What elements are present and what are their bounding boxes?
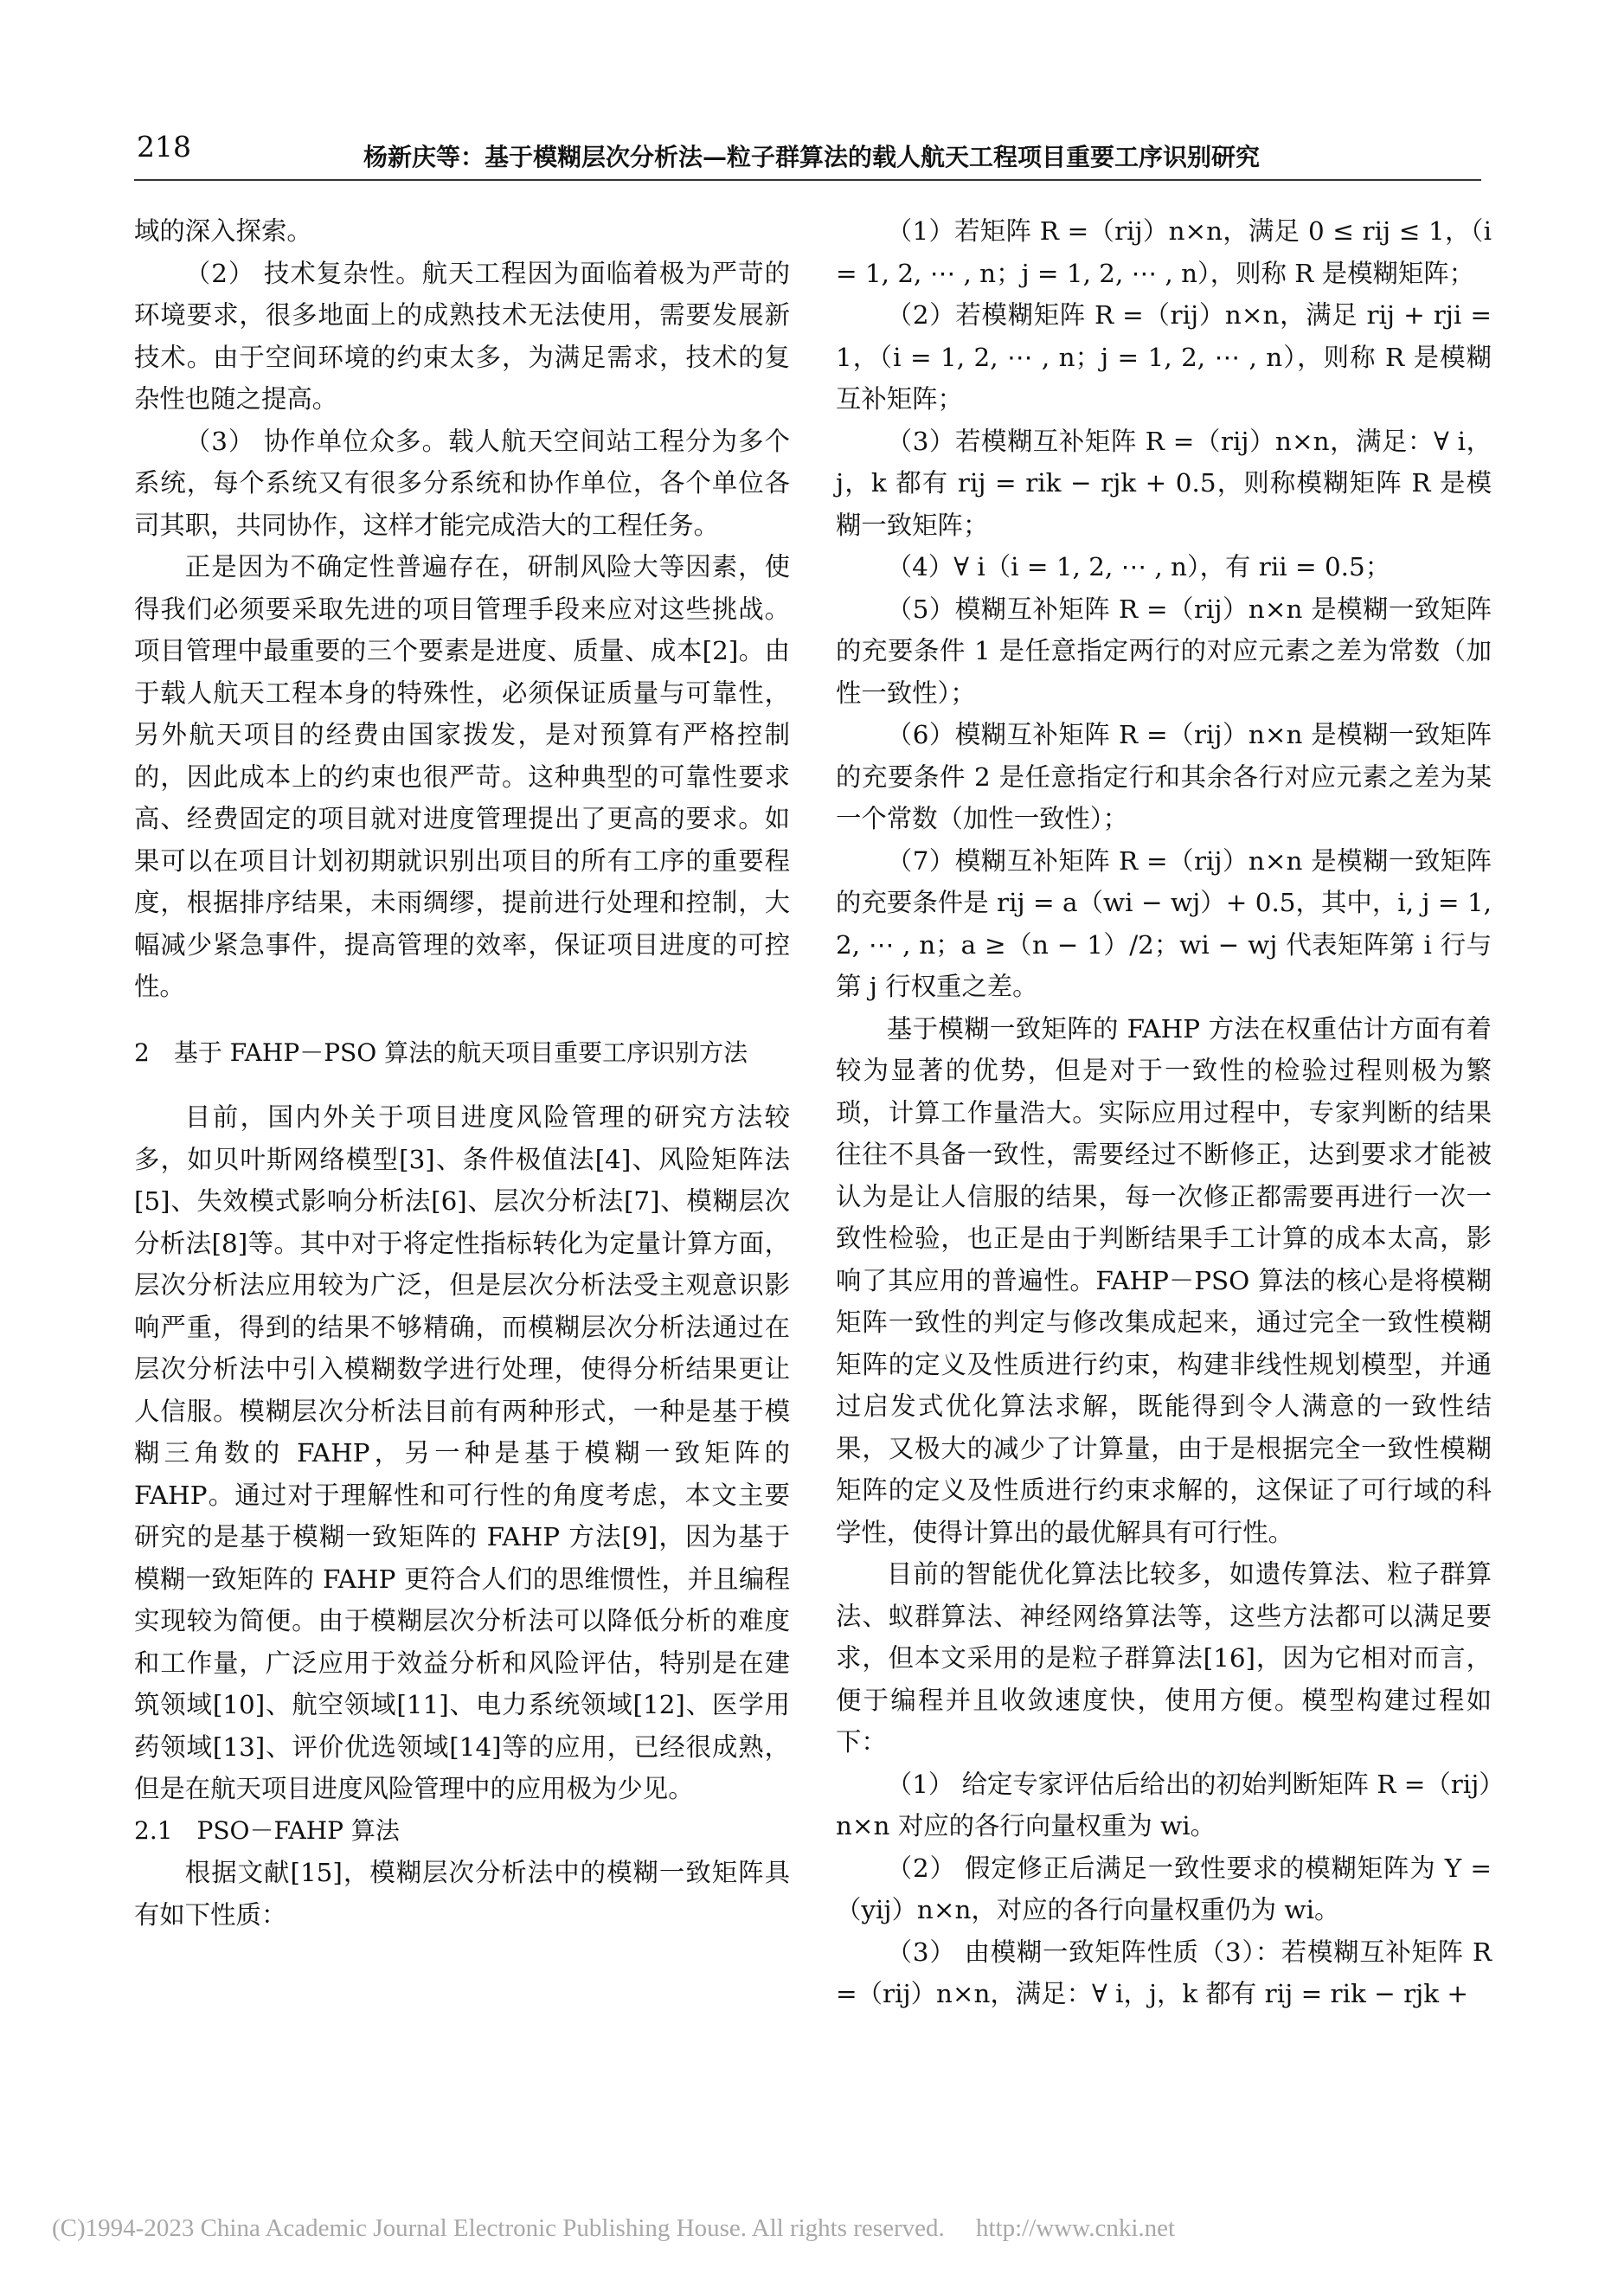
property-item: （1）若矩阵 R =（rij）n×n，满足 0 ≤ rij ≤ 1，（i = 1, 2, ⋯ , n；j = 1, 2, ⋯ , n），则称 R 是模糊矩阵； xyxy=(836,216,1492,288)
subsection-heading: 2.1 PSO－FAHP 算法 xyxy=(134,1815,400,1845)
property-item: （3）若模糊互补矩阵 R =（rij）n×n，满足：∀ i，j，k 都有 rij = rik − rjk + 0.5，则称模糊矩阵 R 是模糊一致矩阵； xyxy=(836,426,1492,540)
paragraph: 基于模糊一致矩阵的 FAHP 方法在权重估计方面有着较为显著的优势，但是对于一致性的检验过程则极为繁琐，计算工作量浩大。实际应用过程中，专家判断的结果往往不具备一致性，需要经过不断修正，达到要求才能被认为是让人信服的结果，每一次修正都需要再进行一次一致性检验，也正是由于判断结果手工计算的成本太高，影响了其应用的普遍性。FAHP－PSO 算法的核心是将模糊矩阵一致性的判定与修改集成起来，通过完全一致性模糊矩阵的定义及性质进行约束，构建非线性规划模型，并通过启发式优化算法求解，既能得到令人满意的一致性结果，又极大的减少了计算量，由于是根据完全一致性模糊矩阵的定义及性质进行约束求解的，这保证了可行域的科学性，使得计算出的最优解具有可行性。 xyxy=(836,1013,1492,1547)
page-number: 218 xyxy=(137,130,191,164)
property-item: （4）∀ i（i = 1, 2, ⋯ , n），有 rii = 0.5； xyxy=(886,552,1391,581)
model-step: （2） 假定修正后满足一致性要求的模糊矩阵为 Y =（yij）n×n，对应的各行向量权重仍为 wi。 xyxy=(836,1853,1492,1924)
paragraph: 根据文献[15]，模糊层次分析法中的模糊一致矩阵具有如下性质： xyxy=(134,1858,790,1930)
section-heading: 2 基于 FAHP－PSO 算法的航天项目重要工序识别方法 xyxy=(134,1038,748,1067)
paragraph: （2） 技术复杂性。航天工程因为面临着极为严苛的环境要求，很多地面上的成熟技术无法使用，需要发展新技术。由于空间环境的约束太多，为满足需求，技术的复杂性也随之提高。 xyxy=(134,258,790,414)
running-title: 杨新庆等：基于模糊层次分析法—粒子群算法的载人航天工程项目重要工序识别研究 xyxy=(363,143,1261,171)
property-item: （7）模糊互补矩阵 R =（rij）n×n 是模糊一致矩阵的充要条件是 rij = a（wi − wj）+ 0.5，其中，i, j = 1, 2, ⋯ , n；a ≥（n − 1）/2；wi − wj 代表矩阵第 i 行与第 j 行权重之差。 xyxy=(836,845,1492,1001)
property-item: （6）模糊互补矩阵 R =（rij）n×n 是模糊一致矩阵的充要条件 2 是任意指定行和其余各行对应元素之差为某一个常数（加性一致性）； xyxy=(836,720,1492,833)
model-step: （3） 由模糊一致矩阵性质（3）：若模糊互补矩阵 R =（rij）n×n，满足：∀ i，j，k 都有 rij = rik − rjk + xyxy=(836,1937,1492,2008)
paragraph: 正是因为不确定性普遍存在，研制风险大等因素，使得我们必须要采取先进的项目管理手段来应对这些挑战。项目管理中最重要的三个要素是进度、质量、成本[2]。由于载人航天工程本身的特殊性，必须保证质量与可靠性，另外航天项目的经费由国家拨发，是对预算有严格控制的，因此成本上的约束也很严苛。这种典型的可靠性要求高、经费固定的项目就对进度管理提出了更高的要求。如果可以在项目计划初期就识别出项目的所有工序的重要程度，根据排序结果，未雨绸缪，提前进行处理和控制，大幅减少紧急事件，提高管理的效率，保证项目进度的可控性。 xyxy=(134,552,790,1001)
header-rule xyxy=(134,179,1481,181)
paragraph: 目前，国内外关于项目进度风险管理的研究方法较多，如贝叶斯网络模型[3]、条件极值法[4]、风险矩阵法[5]、失效模式影响分析法[6]、层次分析法[7]、模糊层次分析法[8]等。其中对于将定性指标转化为定量计算方面，层次分析法应用较为广泛，但是层次分析法受主观意识影响严重，得到的结果不够精确，而模糊层次分析法通过在层次分析法中引入模糊数学进行处理，使得分析结果更让人信服。模糊层次分析法目前有两种形式，一种是基于模糊三角数的 FAHP，另一种是基于模糊一致矩阵的 FAHP。通过对于理解性和可行性的角度考虑，本文主要研究的是基于模糊一致矩阵的 FAHP 方法[9]，因为基于模糊一致矩阵的 FAHP 更符合人们的思维惯性，并且编程实现较为简便。由于模糊层次分析法可以降低分析的难度和工作量，广泛应用于效益分析和风险评估，特别是在建筑领域[10]、航空领域[11]、电力系统领域[12]、医学用药领域[13]、评价优选领域[14]等的应用，已经很成熟，但是在航天项目进度风险管理中的应用极为少见。 xyxy=(134,1102,790,1803)
paragraph: 域的深入探索。 xyxy=(134,216,312,246)
left-column xyxy=(134,210,790,1936)
paragraph: （3） 协作单位众多。载人航天空间站工程分为多个系统，每个系统又有很多分系统和协作单位，各个单位各司其职，共同协作，这样才能完成浩大的工程任务。 xyxy=(134,426,790,540)
model-step: （1） 给定专家评估后给出的初始判断矩阵 R =（rij）n×n 对应的各行向量权重为 wi。 xyxy=(836,1769,1492,1841)
property-item: （2）若模糊矩阵 R =（rij）n×n，满足 rij + rji = 1，（i = 1, 2, ⋯ , n；j = 1, 2, ⋯ , n），则称 R 是模糊互补矩阵； xyxy=(836,300,1492,414)
right-column xyxy=(836,210,1492,2015)
property-item: （5）模糊互补矩阵 R =（rij）n×n 是模糊一致矩阵的充要条件 1 是任意指定两行的对应元素之差为常数（加性一致性）； xyxy=(836,594,1492,708)
paragraph: 目前的智能优化算法比较多，如遗传算法、粒子群算法、蚁群算法、神经网络算法等，这些方法都可以满足要求，但本文采用的是粒子群算法[16]，因为它相对而言，便于编程并且收敛速度快，使用方便。模型构建过程如下： xyxy=(836,1559,1492,1757)
copyright-footer: (C)1994-2023 China Academic Journal Electronic Publishing House. All rights reserved. http://www.cnki.net xyxy=(52,2214,1176,2242)
